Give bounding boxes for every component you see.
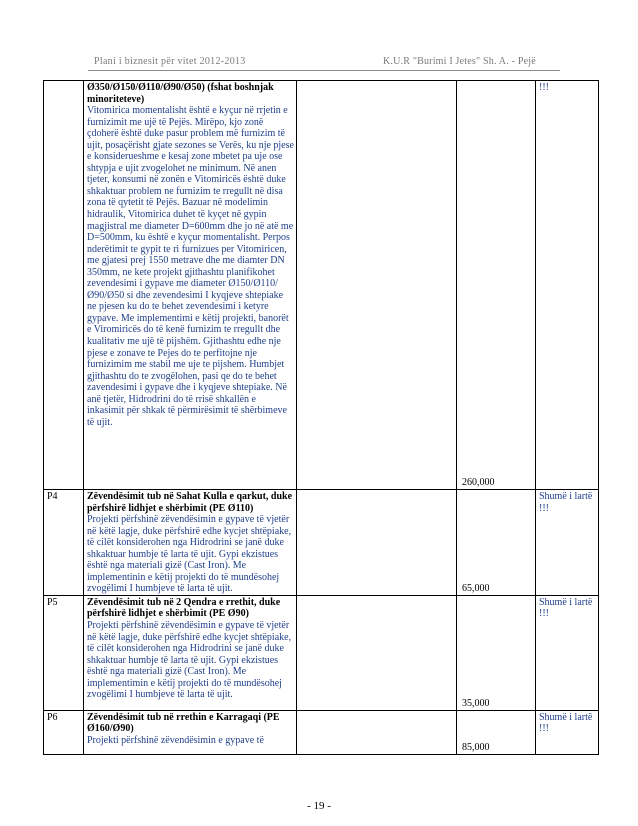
table-row [44, 710, 599, 754]
project-description-cell [84, 81, 297, 490]
priority-status: Shumë i lartë !!! [536, 710, 599, 754]
empty-cell [297, 490, 457, 596]
empty-cell [297, 81, 457, 490]
priority-status: !!! [536, 81, 599, 490]
project-amount: 85,000 [462, 742, 490, 754]
priority-status: Shumë i lartë !!! [536, 490, 599, 596]
project-amount: 260,000 [462, 477, 495, 489]
project-id: P4 [44, 490, 84, 596]
project-description: Projekti përfshinë zëvendësimin e gypave të vjetër në këtë lagje, duke përfshirë edhe kycjet shtëpiake, të cilët konsiderohen nga Hidrodrini se janë duke shkaktuar humbje të larta të ujit. Gypi ekzistues është nga materiali gizë (Cast Iron). Me implementimin e këtij projekti do të mundësohej zvogëlimi I humbjeve të larta të ujit. [87, 620, 292, 701]
empty-cell [297, 710, 457, 754]
project-id: P6 [44, 710, 84, 754]
project-description-cell [84, 595, 297, 710]
project-amount: 35,000 [462, 698, 490, 710]
amount-cell [457, 490, 536, 596]
project-description: Projekti përfshinë zëvendësimin e gypave të [87, 735, 264, 747]
project-title: Zëvendësimit tub në rrethin e Karragaqi (PE Ø160/Ø90) [87, 711, 280, 735]
project-description-cell [84, 490, 297, 596]
header-rule [88, 70, 560, 71]
amount-cell [457, 81, 536, 490]
header-right-company: K.U.R "Burimi I Jetes" Sh. A. - Pejë [383, 56, 536, 67]
table-row [44, 595, 599, 710]
project-title: Zëvendësimit tub në Sahat Kulla e qarkut, duke përfshirë lidhjet e shërbimit (PE Ø110) [87, 491, 293, 514]
project-id: P5 [44, 595, 84, 710]
project-amount: 65,000 [462, 583, 490, 595]
project-description-cell [84, 710, 297, 754]
priority-status: Shumë i lartë !!! [536, 595, 599, 710]
project-id [44, 81, 84, 490]
table-row [44, 490, 599, 596]
project-description: Projekti përfshinë zëvendësimin e gypave të vjetër në këtë lagje, duke përfshirë edhe kycjet shtëpiake, të cilët konsiderohen nga Hidrodrini se janë duke shkaktuar humbje të larta të ujit. Gypi ekzistues është nga materiali gizë (Cast Iron). Me implementinin e këtij projekti do të mundësohej zvogëlimi I humbjeve të larta të ujit. [87, 514, 292, 595]
project-title: Ø350/Ø150/Ø110/Ø90/Ø50) (fshat boshnjak minoriteteve) [87, 82, 274, 105]
empty-cell [297, 595, 457, 710]
page-header [0, 0, 638, 80]
header-left-title: Plani i biznesit për vitet 2012-2013 [94, 56, 246, 67]
table-row [44, 81, 599, 490]
amount-cell [457, 595, 536, 710]
amount-cell [457, 710, 536, 754]
project-title: Zëvendësimit tub në 2 Qendra e rrethit, duke përfshirë lidhjet e shërbimit (PE Ø90) [87, 596, 281, 620]
project-description: Vitomirica momentalisht është e kyçur në rrjetin e furnizimit me ujë të Pejës. Mirëpo, kjo zonë çdoherë është duke pasur problem më furnizim të ujit, posaçërisht gjate sezones se Verës, ku nje pjese e konsiderueshme e kesaj zone mbetet pa uje ose shtypja e ujit zvogelohet ne minimum. Në anen tjeter, konsumi në zonën e Vitomiricës është duke shkaktuar problem ne furnizim te rregullt në disa zona të qytetit të Pejës. Bazuar në modelimin hidraulik, Vitomirica duhet të kyçet në gypin magjistral me diameter D=600mm dhe jo në atë me D=500mm, ku është e kyçur momentalisht. Perpos nderëtimit te gypit te ri furnizues per Vitomiricen, me gjatesi prej 1550 metrave dhe me diamter DN 350mm, ne kete projekt gjithashtu planifikohet zevendesimi i gypave me diameter Ø150/Ø110/Ø90/Ø50 si dhe zevendesimi I kyqjeve shtepiake ne pjesen ku do te behet zevendesimi i ketyre gypave. Me implementimi e këtij projekti, banorët e Viromiricës do të kenë furnizim te rregullt dhe kualitativ me ujë të pijshëm. Gjithashtu edhe nje pjese e zonave te Pejes do te perfitojne nje furnizimim me stabil me uje te pijshem. Humbjet gjithashtu do te zvogëlohen, pasi qe do te behet zavendesimi i gypave dhe i kyqjeve shtepiake. Në anë tjetër, Hidrodrini do të rrisë shkallën e inkasimit për shkak të përmirësimit të shërbimeve të ujit. [87, 105, 294, 428]
page-number: - 19 - [307, 800, 331, 812]
projects-table [43, 80, 599, 755]
